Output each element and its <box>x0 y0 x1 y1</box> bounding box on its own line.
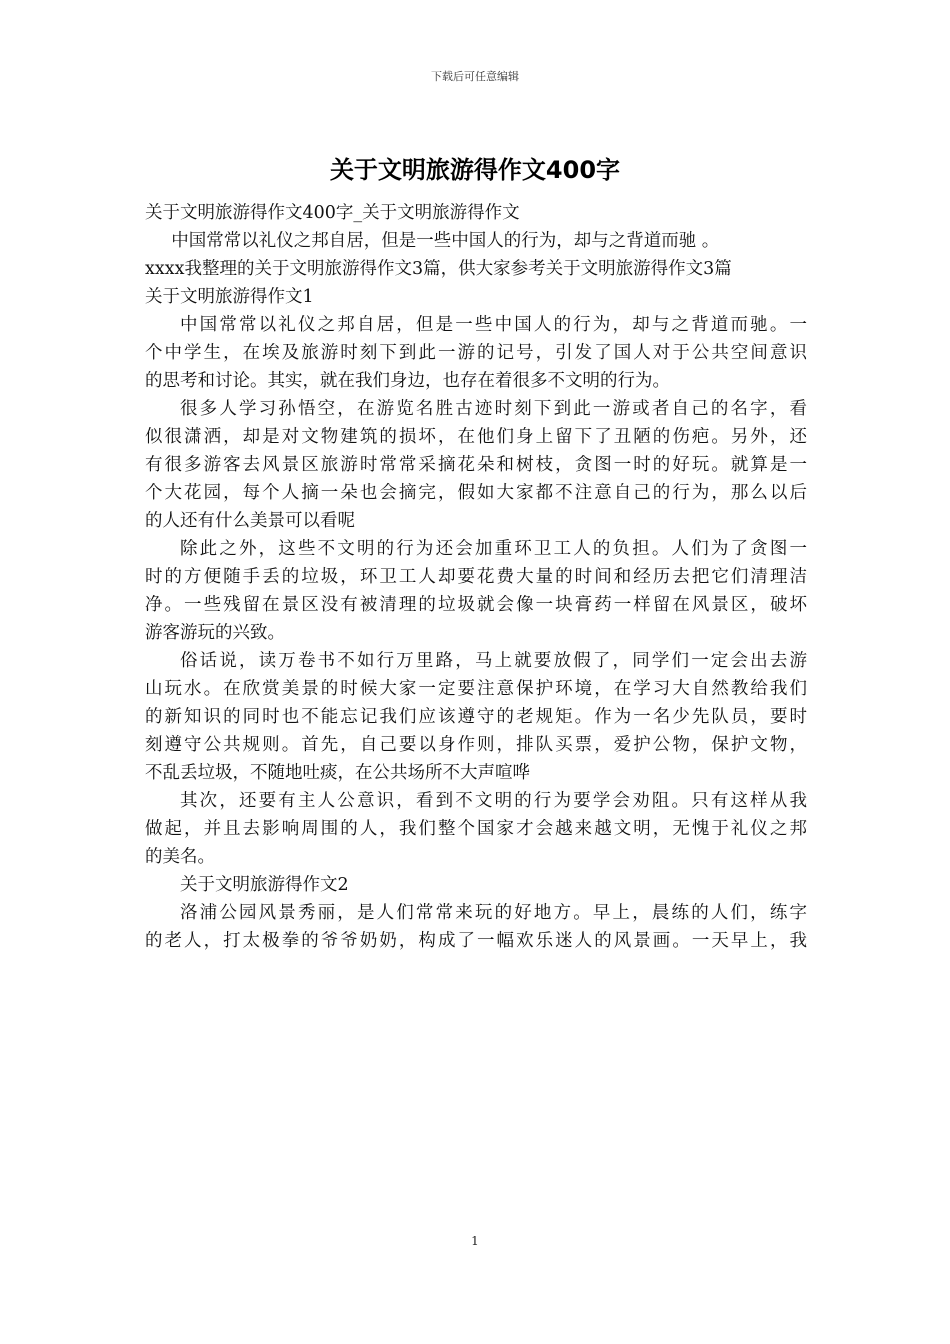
page-header-note: 下载后可任意编辑 <box>431 70 519 83</box>
paragraph-line: 游客游玩的兴致。 <box>145 623 285 643</box>
paragraph-line: 很多人学习孙悟空，在游览名胜古迹时刻下到此一游或者自己的名字，看 <box>180 399 807 419</box>
paragraph-line: 中国常常以礼仪之邦自居，但是一些中国人的行为，却与之背道而驰。一 <box>180 315 807 335</box>
paragraph-line: 山玩水。在欣赏美景的时候大家一定要注意保护环境，在学习大自然教给我们 <box>145 679 807 699</box>
essay-1-heading: 关于文明旅游得作文1 <box>145 287 314 307</box>
paragraph-line: 除此之外，这些不文明的行为还会加重环卫工人的负担。人们为了贪图一 <box>180 539 807 559</box>
paragraph-3 <box>145 535 807 647</box>
paragraph-line: 的老人，打太极拳的爷爷奶奶，构成了一幅欢乐迷人的风景画。一天早上，我 <box>145 931 807 951</box>
subtitle-line: 关于文明旅游得作文400字_关于文明旅游得作文 <box>145 203 520 223</box>
document-title: 关于文明旅游得作文400字 <box>329 156 621 184</box>
intro-line-1: 中国常常以礼仪之邦自居，但是一些中国人的行为，却与之背道而驰 。 <box>171 231 720 251</box>
paragraph-line: 其次，还要有主人公意识，看到不文明的行为要学会劝阻。只有这样从我 <box>180 791 807 811</box>
paragraph-line: 的人还有什么美景可以看呢 <box>145 511 355 531</box>
paragraph-line: 做起，并且去影响周围的人，我们整个国家才会越来越文明，无愧于礼仪之邦 <box>145 819 807 839</box>
paragraph-line: 的美名。 <box>145 847 215 867</box>
paragraph-line: 时的方便随手丢的垃圾，环卫工人却要花费大量的时间和经历去把它们清理洁 <box>145 567 807 587</box>
intro-line-2: xxxx我整理的关于文明旅游得作文3篇，供大家参考关于文明旅游得作文3篇 <box>145 259 732 279</box>
paragraph-1 <box>145 311 807 395</box>
paragraph-line: 净。一些残留在景区没有被清理的垃圾就会像一块膏药一样留在风景区，破坏 <box>145 595 807 615</box>
paragraph-line: 刻遵守公共规则。首先，自己要以身作则，排队买票，爱护公物，保护文物， <box>145 735 807 755</box>
document-body <box>145 199 807 955</box>
paragraph-6 <box>145 899 807 955</box>
paragraph-line: 俗话说，读万卷书不如行万里路，马上就要放假了，同学们一定会出去游 <box>180 651 807 671</box>
page-number: 1 <box>471 1234 479 1248</box>
paragraph-line: 不乱丢垃圾，不随地吐痰，在公共场所不大声喧哗 <box>145 763 530 783</box>
paragraph-line: 似很潇洒，却是对文物建筑的损坏，在他们身上留下了丑陋的伤疤。另外，还 <box>145 427 807 447</box>
paragraph-line: 有很多游客去风景区旅游时常常采摘花朵和树枝，贪图一时的好玩。就算是一 <box>145 455 807 475</box>
paragraph-5 <box>145 787 807 871</box>
paragraph-line: 个大花园，每个人摘一朵也会摘完，假如大家都不注意自己的行为，那么以后 <box>145 483 807 503</box>
essay-2-heading: 关于文明旅游得作文2 <box>180 875 349 895</box>
paragraph-line: 的思考和讨论。其实，就在我们身边，也存在着很多不文明的行为。 <box>145 371 670 391</box>
paragraph-line: 的新知识的同时也不能忘记我们应该遵守的老规矩。作为一名少先队员，要时 <box>145 707 807 727</box>
paragraph-line: 洛浦公园风景秀丽，是人们常常来玩的好地方。早上，晨练的人们，练字 <box>180 903 807 923</box>
paragraph-line: 个中学生，在埃及旅游时刻下到此一游的记号，引发了国人对于公共空间意识 <box>145 343 807 363</box>
paragraph-2 <box>145 395 807 535</box>
paragraph-4 <box>145 647 807 787</box>
